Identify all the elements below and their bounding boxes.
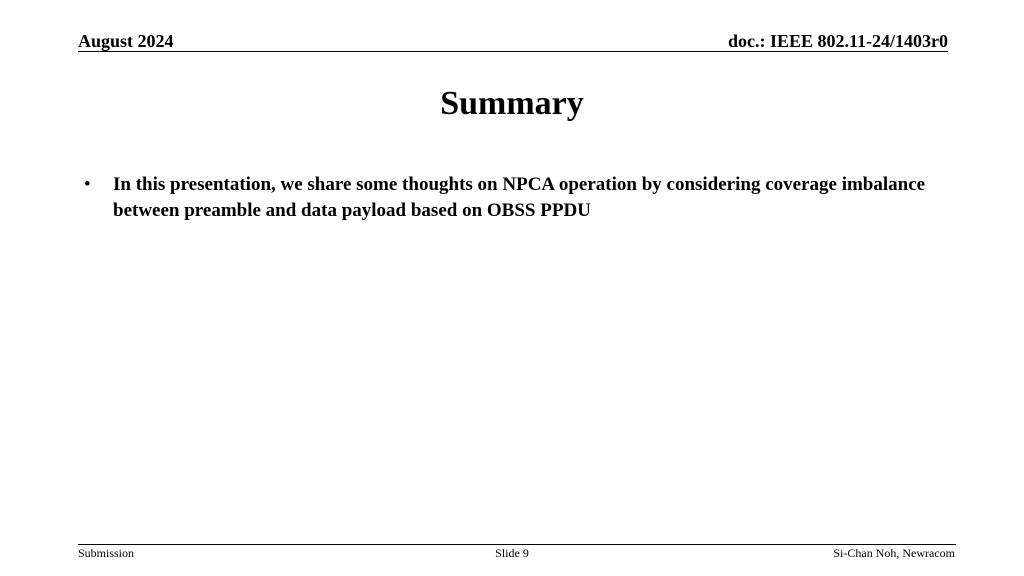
bullet-icon: •	[84, 174, 91, 195]
bullet-item	[84, 172, 944, 224]
footer-slide-number: Slide 9	[495, 546, 529, 560]
header-divider	[78, 51, 948, 52]
footer-divider	[78, 544, 956, 545]
header-date: August 2024	[78, 31, 174, 51]
bullet-list	[84, 172, 944, 224]
bullet-text: In this presentation, we share some thoughts on NPCA operation by considering coverage imbalance between preamble and data payload based on OBSS PPDU	[113, 174, 926, 221]
footer-author: Si-Chan Noh, Newracom	[833, 546, 955, 560]
footer-submission: Submission	[78, 546, 135, 560]
header-doc-id: doc.: IEEE 802.11-24/1403r0	[727, 31, 948, 51]
slide-title: Summary	[440, 85, 584, 122]
